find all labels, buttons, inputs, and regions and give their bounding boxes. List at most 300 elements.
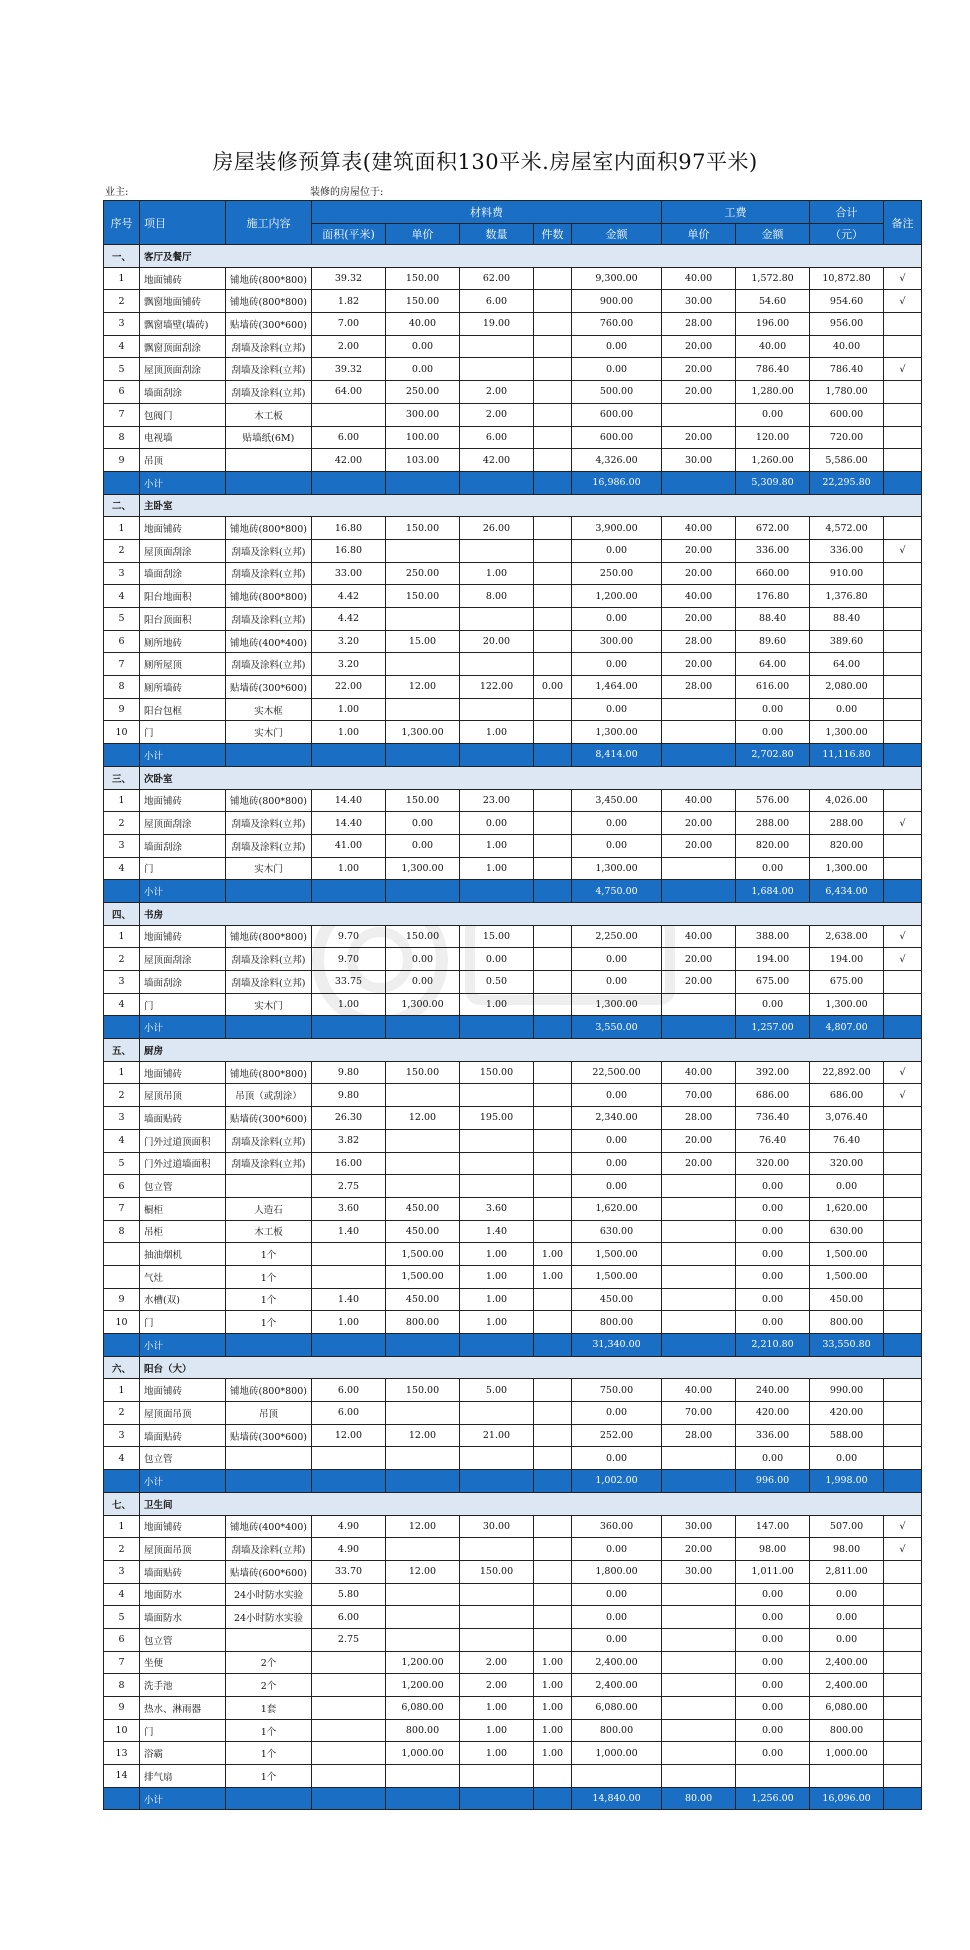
table-cell: 9,300.00 <box>572 267 662 290</box>
table-cell <box>534 313 572 336</box>
table-cell <box>884 1243 922 1266</box>
table-row <box>104 948 922 971</box>
table-cell: 1,300.00 <box>810 857 884 880</box>
table-cell <box>662 1243 736 1266</box>
table-cell: 阳台地面积 <box>140 585 226 608</box>
table-cell: 8.00 <box>460 585 534 608</box>
table-row <box>104 971 922 994</box>
table-cell <box>312 1742 386 1765</box>
table-cell: 贴墙纸(6M) <box>226 426 312 449</box>
table-cell <box>884 789 922 812</box>
table-cell: 5.80 <box>312 1583 386 1606</box>
table-cell: 88.40 <box>810 608 884 631</box>
table-cell <box>884 1447 922 1470</box>
table-cell: 4 <box>104 1447 140 1470</box>
table-cell: 0.00 <box>572 653 662 676</box>
table-row <box>104 1243 922 1266</box>
table-cell: 地面铺砖 <box>140 925 226 948</box>
table-cell <box>534 426 572 449</box>
table-cell: 1 <box>104 789 140 812</box>
table-cell: 2,250.00 <box>572 925 662 948</box>
table-cell: 20.00 <box>662 426 736 449</box>
table-cell: 150.00 <box>386 1061 460 1084</box>
table-cell: 675.00 <box>736 971 810 994</box>
table-cell: 地面铺砖 <box>140 1379 226 1402</box>
table-cell: 2.00 <box>460 1651 534 1674</box>
table-cell: 800.00 <box>572 1311 662 1334</box>
table-cell: 0.00 <box>736 1175 810 1198</box>
table-cell: 1,300.00 <box>386 721 460 744</box>
table-cell: 1,500.00 <box>810 1265 884 1288</box>
table-cell: 5,586.00 <box>810 449 884 472</box>
table-cell: 1.00 <box>460 993 534 1016</box>
table-cell: 0.00 <box>736 1311 810 1334</box>
table-cell: 389.60 <box>810 630 884 653</box>
table-cell: 6 <box>104 381 140 404</box>
subtotal-cell <box>104 1334 140 1357</box>
table-cell: 600.00 <box>572 403 662 426</box>
table-cell: 2,638.00 <box>810 925 884 948</box>
section-header-row <box>104 1039 922 1062</box>
table-cell: 屋顶面刮涂 <box>140 812 226 835</box>
table-cell <box>884 1175 922 1198</box>
table-cell: 贴墙砖(300*600) <box>226 1424 312 1447</box>
table-row <box>104 608 922 631</box>
table-cell <box>460 1606 534 1629</box>
table-cell: 包立管 <box>140 1628 226 1651</box>
table-cell <box>386 698 460 721</box>
table-cell: 1.00 <box>312 698 386 721</box>
table-cell: 0.00 <box>386 948 460 971</box>
section-name: 客厅及餐厅 <box>140 245 922 268</box>
subtotal-cell <box>312 1334 386 1357</box>
table-cell: 12.00 <box>386 1424 460 1447</box>
table-cell: 16.00 <box>312 1152 386 1175</box>
table-cell: 28.00 <box>662 676 736 699</box>
subtotal-cell <box>226 471 312 494</box>
table-cell: 720.00 <box>810 426 884 449</box>
table-cell: 实木门 <box>226 857 312 880</box>
table-cell: 墙面刮涂 <box>140 834 226 857</box>
table-cell: 12.00 <box>386 676 460 699</box>
subtotal-cell <box>104 471 140 494</box>
table-cell: 浴霸 <box>140 1742 226 1765</box>
table-cell: 120.00 <box>736 426 810 449</box>
subtotal-material-amount: 1,002.00 <box>572 1470 662 1493</box>
table-cell <box>884 1379 922 1402</box>
table-cell <box>534 1606 572 1629</box>
table-cell: 吊顶 <box>226 1402 312 1425</box>
table-cell: 3 <box>104 834 140 857</box>
table-cell: 150.00 <box>386 585 460 608</box>
table-cell: 门外过道顶面积 <box>140 1129 226 1152</box>
table-cell: 1 <box>104 1061 140 1084</box>
table-row <box>104 1651 922 1674</box>
table-cell: 木工板 <box>226 403 312 426</box>
subtotal-cell <box>534 1470 572 1493</box>
subtotal-cell <box>104 1016 140 1039</box>
table-cell <box>386 653 460 676</box>
table-cell: √ <box>884 1515 922 1538</box>
table-cell: 26.30 <box>312 1107 386 1130</box>
subtotal-total: 22,295.80 <box>810 471 884 494</box>
table-cell: 10 <box>104 1719 140 1742</box>
table-cell: 0.00 <box>736 1628 810 1651</box>
table-cell <box>386 1402 460 1425</box>
table-cell: 62.00 <box>460 267 534 290</box>
table-cell: 0.00 <box>810 1606 884 1629</box>
table-cell: 2.00 <box>460 381 534 404</box>
table-row <box>104 1152 922 1175</box>
table-cell <box>884 426 922 449</box>
table-cell: 0.00 <box>572 1628 662 1651</box>
table-cell: 包立管 <box>140 1447 226 1470</box>
table-cell: 1,200.00 <box>386 1674 460 1697</box>
table-cell: 1.00 <box>312 1311 386 1334</box>
table-cell: 1个 <box>226 1311 312 1334</box>
table-cell: 8 <box>104 1220 140 1243</box>
table-cell: 4.90 <box>312 1515 386 1538</box>
table-cell: 墙面刮涂 <box>140 562 226 585</box>
table-cell: 23.00 <box>460 789 534 812</box>
table-cell <box>386 1538 460 1561</box>
subtotal-total: 4,807.00 <box>810 1016 884 1039</box>
table-cell: 1.00 <box>460 834 534 857</box>
table-cell <box>534 1129 572 1152</box>
subtotal-cell <box>312 1016 386 1039</box>
table-cell: 墙面刮涂 <box>140 381 226 404</box>
subtotal-row <box>104 744 922 767</box>
table-cell: 9.80 <box>312 1061 386 1084</box>
table-cell <box>312 1651 386 1674</box>
subtotal-cell <box>312 1470 386 1493</box>
subtotal-cell <box>460 1334 534 1357</box>
table-cell <box>534 1288 572 1311</box>
table-cell: 6.00 <box>460 290 534 313</box>
table-cell <box>884 1628 922 1651</box>
section-header-row <box>104 902 922 925</box>
table-row <box>104 1697 922 1720</box>
table-cell: 贴墙砖(300*600) <box>226 676 312 699</box>
subtotal-cell <box>884 880 922 903</box>
table-cell: 1,300.00 <box>572 993 662 1016</box>
table-cell: 水槽(双) <box>140 1288 226 1311</box>
table-cell: 10,872.80 <box>810 267 884 290</box>
table-cell <box>884 1674 922 1697</box>
table-cell: 6,080.00 <box>572 1697 662 1720</box>
table-cell: 0.00 <box>736 1606 810 1629</box>
table-cell: 木工板 <box>226 1220 312 1243</box>
table-cell <box>534 290 572 313</box>
table-cell <box>534 1424 572 1447</box>
table-cell: 3,900.00 <box>572 517 662 540</box>
table-cell <box>386 1129 460 1152</box>
table-cell: 0.00 <box>572 335 662 358</box>
table-cell: 1.00 <box>312 721 386 744</box>
table-cell <box>884 721 922 744</box>
subtotal-cell <box>386 471 460 494</box>
table-cell <box>386 608 460 631</box>
table-cell: 900.00 <box>572 290 662 313</box>
subtotal-material-amount: 3,550.00 <box>572 1016 662 1039</box>
table-cell: 4,572.00 <box>810 517 884 540</box>
table-cell: 刮墙及涂料(立邦) <box>226 1152 312 1175</box>
table-cell: 600.00 <box>572 426 662 449</box>
subtotal-total: 16,096.00 <box>810 1787 884 1810</box>
table-cell: 0.00 <box>810 1175 884 1198</box>
table-cell: 1.40 <box>312 1288 386 1311</box>
table-cell: 39.32 <box>312 358 386 381</box>
table-cell: 100.00 <box>386 426 460 449</box>
table-cell: √ <box>884 1084 922 1107</box>
table-cell: 0.00 <box>736 403 810 426</box>
subtotal-row <box>104 1787 922 1810</box>
subtotal-cell <box>534 1787 572 1810</box>
table-cell <box>884 1265 922 1288</box>
table-row <box>104 857 922 880</box>
table-cell: 0.00 <box>572 1152 662 1175</box>
table-cell: 336.00 <box>736 539 810 562</box>
table-cell: 20.00 <box>460 630 534 653</box>
table-cell: 420.00 <box>736 1402 810 1425</box>
table-cell <box>534 358 572 381</box>
table-cell <box>662 1697 736 1720</box>
table-cell: 3.20 <box>312 630 386 653</box>
table-cell <box>662 721 736 744</box>
table-cell <box>534 925 572 948</box>
table-cell: √ <box>884 267 922 290</box>
subtotal-cell <box>386 744 460 767</box>
table-cell: 800.00 <box>572 1719 662 1742</box>
section-number: 一、 <box>104 245 140 268</box>
table-cell: 1,500.00 <box>572 1265 662 1288</box>
table-cell: 22,500.00 <box>572 1061 662 1084</box>
table-cell: 16.80 <box>312 539 386 562</box>
table-cell <box>534 1765 572 1788</box>
table-cell <box>386 1152 460 1175</box>
table-cell: 300.00 <box>386 403 460 426</box>
subtotal-row <box>104 1470 922 1493</box>
section-header-row <box>104 1356 922 1379</box>
subtotal-cell <box>534 1334 572 1357</box>
table-cell: 40.00 <box>662 1379 736 1402</box>
table-cell: 300.00 <box>572 630 662 653</box>
table-cell: 1.00 <box>312 993 386 1016</box>
table-cell: 150.00 <box>386 290 460 313</box>
subtotal-labor-amount: 1,684.00 <box>736 880 810 903</box>
header-labor-price: 单价 <box>662 224 736 245</box>
table-cell <box>312 1447 386 1470</box>
subtotal-cell <box>386 1334 460 1357</box>
table-row <box>104 834 922 857</box>
table-cell: 28.00 <box>662 1107 736 1130</box>
subtotal-row <box>104 1334 922 1357</box>
subtotal-cell <box>460 880 534 903</box>
table-cell: 64.00 <box>736 653 810 676</box>
table-cell: 3 <box>104 313 140 336</box>
subtotal-label: 小计 <box>140 744 226 767</box>
section-header-row <box>104 766 922 789</box>
table-cell <box>884 630 922 653</box>
table-cell: 250.00 <box>572 562 662 585</box>
table-cell: 33.00 <box>312 562 386 585</box>
address-label: 装修的房屋位于: <box>310 187 384 198</box>
table-cell <box>460 358 534 381</box>
table-cell <box>662 1175 736 1198</box>
table-cell <box>884 698 922 721</box>
table-cell: 1,000.00 <box>572 1742 662 1765</box>
table-cell: 0.00 <box>572 358 662 381</box>
table-cell: 屋顶面吊顶 <box>140 1538 226 1561</box>
table-row <box>104 789 922 812</box>
table-cell: 122.00 <box>460 676 534 699</box>
table-cell: 20.00 <box>662 562 736 585</box>
table-cell: 1,500.00 <box>386 1243 460 1266</box>
table-row <box>104 925 922 948</box>
table-cell: 1个 <box>226 1742 312 1765</box>
table-cell: 2,340.00 <box>572 1107 662 1130</box>
table-cell: 1.00 <box>460 857 534 880</box>
table-cell: 7 <box>104 1197 140 1220</box>
table-cell <box>460 1628 534 1651</box>
table-cell <box>312 1697 386 1720</box>
table-cell: 450.00 <box>572 1288 662 1311</box>
table-cell: 2,400.00 <box>572 1651 662 1674</box>
table-cell: 1,800.00 <box>572 1560 662 1583</box>
table-cell <box>884 1107 922 1130</box>
table-cell: 194.00 <box>810 948 884 971</box>
subtotal-cell <box>460 1787 534 1810</box>
subtotal-cell <box>534 1016 572 1039</box>
table-cell <box>572 1765 662 1788</box>
table-cell <box>662 1719 736 1742</box>
table-cell: 0.00 <box>572 539 662 562</box>
header-item: 项目 <box>140 201 226 245</box>
table-cell: 门 <box>140 721 226 744</box>
table-cell: 1 <box>104 1515 140 1538</box>
table-cell: 刮墙及涂料(立邦) <box>226 335 312 358</box>
table-row <box>104 1560 922 1583</box>
table-cell: 3 <box>104 1107 140 1130</box>
table-cell: 1个 <box>226 1719 312 1742</box>
table-cell <box>534 403 572 426</box>
table-cell <box>534 1515 572 1538</box>
table-cell: 760.00 <box>572 313 662 336</box>
table-cell: 1,464.00 <box>572 676 662 699</box>
table-cell: 288.00 <box>736 812 810 835</box>
table-cell: 3.60 <box>460 1197 534 1220</box>
table-cell: 阳台包框 <box>140 698 226 721</box>
table-cell <box>386 539 460 562</box>
table-cell: 地面铺砖 <box>140 789 226 812</box>
table-cell <box>226 449 312 472</box>
table-cell: 0.00 <box>736 1719 810 1742</box>
table-cell: 10 <box>104 1311 140 1334</box>
table-row <box>104 1606 922 1629</box>
table-cell <box>534 789 572 812</box>
table-cell: 0.00 <box>572 948 662 971</box>
table-cell: 门 <box>140 857 226 880</box>
table-cell: 70.00 <box>662 1084 736 1107</box>
table-cell <box>312 1243 386 1266</box>
table-row <box>104 1061 922 1084</box>
table-cell: 990.00 <box>810 1379 884 1402</box>
table-cell <box>534 1084 572 1107</box>
section-number: 三、 <box>104 766 140 789</box>
table-cell: 76.40 <box>810 1129 884 1152</box>
table-cell <box>884 562 922 585</box>
subtotal-total: 6,434.00 <box>810 880 884 903</box>
section-number: 二、 <box>104 494 140 517</box>
table-cell: 1,000.00 <box>810 1742 884 1765</box>
subtotal-cell <box>312 744 386 767</box>
table-cell: 89.60 <box>736 630 810 653</box>
table-cell: 屋顶面刮涂 <box>140 948 226 971</box>
table-cell <box>884 653 922 676</box>
table-cell: √ <box>884 358 922 381</box>
table-cell <box>534 1560 572 1583</box>
table-cell: 24小时防水实验 <box>226 1606 312 1629</box>
table-cell: 320.00 <box>736 1152 810 1175</box>
table-cell <box>460 1538 534 1561</box>
subtotal-material-amount: 8,414.00 <box>572 744 662 767</box>
table-cell: 墙面刮涂 <box>140 971 226 994</box>
table-cell: 0.00 <box>736 1197 810 1220</box>
table-cell: 1,620.00 <box>810 1197 884 1220</box>
table-cell: 450.00 <box>810 1288 884 1311</box>
table-cell: 0.00 <box>736 698 810 721</box>
table-cell: 240.00 <box>736 1379 810 1402</box>
table-cell: 4.42 <box>312 608 386 631</box>
table-cell: 4.90 <box>312 1538 386 1561</box>
table-cell: 630.00 <box>810 1220 884 1243</box>
table-cell <box>662 403 736 426</box>
table-cell: 抽油烟机 <box>140 1243 226 1266</box>
table-row <box>104 1447 922 1470</box>
table-cell <box>884 1583 922 1606</box>
table-cell: 19.00 <box>460 313 534 336</box>
table-cell: 1.00 <box>534 1742 572 1765</box>
table-cell: 98.00 <box>736 1538 810 1561</box>
table-cell: 1,300.00 <box>386 993 460 1016</box>
table-cell: 2,400.00 <box>572 1674 662 1697</box>
table-cell <box>884 1765 922 1788</box>
table-cell <box>534 948 572 971</box>
table-row <box>104 290 922 313</box>
table-cell: 8 <box>104 676 140 699</box>
table-row <box>104 721 922 744</box>
table-cell <box>386 1447 460 1470</box>
table-cell: 刮墙及涂料(立邦) <box>226 358 312 381</box>
subtotal-labor-price <box>662 880 736 903</box>
table-cell <box>534 1311 572 1334</box>
table-cell: 屋顶面吊顶 <box>140 1402 226 1425</box>
table-cell <box>534 267 572 290</box>
table-cell <box>534 971 572 994</box>
table-cell: 28.00 <box>662 313 736 336</box>
table-cell: 150.00 <box>386 925 460 948</box>
table-cell <box>534 1538 572 1561</box>
table-cell: 1.00 <box>534 1651 572 1674</box>
table-cell: 6 <box>104 630 140 653</box>
table-cell <box>534 1628 572 1651</box>
table-cell: 吊顶 <box>140 449 226 472</box>
table-cell: 6.00 <box>460 426 534 449</box>
table-cell: 42.00 <box>312 449 386 472</box>
table-cell: 9.70 <box>312 948 386 971</box>
table-cell <box>104 1265 140 1288</box>
header-area: 面积(平米) <box>312 224 386 245</box>
